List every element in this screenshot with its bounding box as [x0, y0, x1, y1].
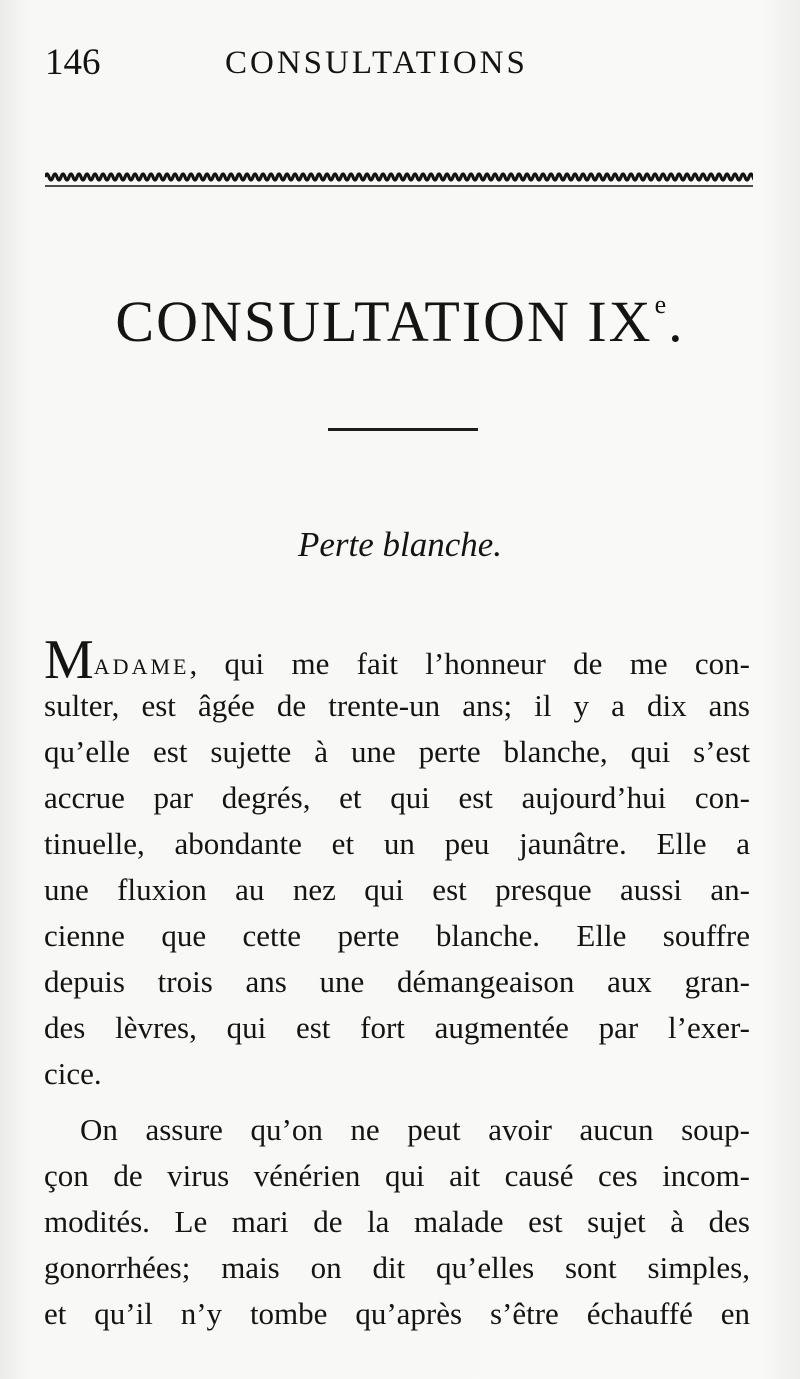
paragraph-2 [44, 1107, 750, 1337]
text-line: cice. [44, 1056, 102, 1091]
running-head [45, 38, 745, 88]
text-line: On assure qu’on ne peut avoir aucun soup- [80, 1112, 750, 1147]
chapter-title-period: . [668, 289, 685, 354]
small-caps-word: adame [93, 646, 190, 681]
text-line: çon de virus vénérien qui ait causé ces incom- [44, 1158, 750, 1193]
text-line: une fluxion au nez qui est presque aussi an- [44, 872, 750, 907]
running-title: CONSULTATIONS [225, 45, 528, 81]
text-line: accrue par degrés, et qui est aujourd’hui con- [44, 780, 750, 815]
text-line: tinuelle, abondante et un peu jaunâtre. Elle a [44, 826, 750, 861]
section-subtitle: Perte blanche. [297, 525, 503, 564]
chapter-title-text: CONSULTATION IX [115, 289, 653, 354]
page-number: 146 [45, 42, 101, 83]
wavy-rule-ornament [45, 168, 753, 190]
chapter-title [0, 270, 800, 357]
chapter-title-superscript: e [654, 290, 669, 319]
text-line: qu’elle est sujette à une perte blanche, qui s’est [44, 734, 750, 769]
text-line: sulter, est âgée de trente-un ans; il y a dix ans [44, 688, 750, 723]
text-line: et qu’il n’y tombe qu’après s’être échauffé en [44, 1296, 750, 1331]
text-line: cienne que cette perte blanche. Elle souffre [44, 918, 750, 953]
section-divider [328, 428, 478, 431]
text-line: depuis trois ans une démangeaison aux gran- [44, 964, 750, 999]
drop-cap: M [44, 629, 94, 691]
text-line: modités. Le mari de la malade est sujet à des [44, 1204, 750, 1239]
paragraph-1 [44, 629, 750, 1097]
text-line [44, 629, 750, 691]
first-line-text: , qui me fait l’honneur de me con- [189, 646, 750, 681]
text-line: gonorrhées; mais on dit qu’elles sont simples, [44, 1250, 750, 1285]
text-line: des lèvres, qui est fort augmentée par l’exer- [44, 1010, 750, 1045]
